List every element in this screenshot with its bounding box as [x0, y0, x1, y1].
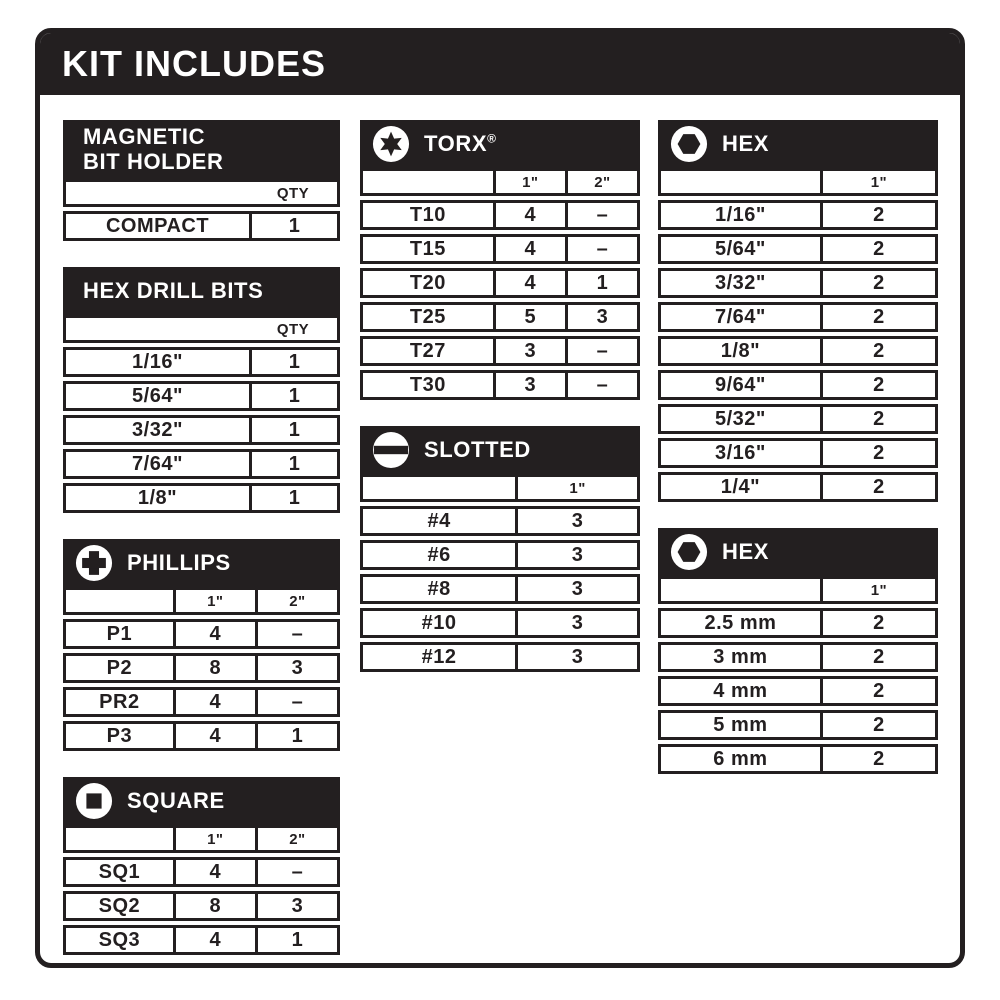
table-title: HEX — [722, 130, 770, 156]
hex-icon — [670, 125, 708, 163]
cell: 4 — [493, 203, 565, 227]
table-row — [360, 234, 640, 264]
table-row — [360, 540, 640, 570]
table-row — [658, 268, 938, 298]
cell: 3 — [515, 645, 637, 669]
phillips-header — [63, 539, 340, 587]
table-row — [658, 472, 938, 502]
table-row — [360, 336, 640, 366]
table-slotted — [360, 426, 640, 672]
column-header-row — [63, 587, 340, 615]
column-header: 1" — [173, 590, 255, 612]
row-label: #4 — [427, 509, 451, 532]
row-label: #6 — [427, 543, 451, 566]
column-header: 2" — [255, 590, 337, 612]
row-label: PR2 — [99, 690, 140, 713]
table-hex-sae — [658, 120, 938, 502]
column-header — [363, 171, 493, 193]
cell: 2 — [820, 441, 935, 465]
column-header: QTY — [276, 184, 310, 202]
cell: 5 — [493, 305, 565, 329]
table-row — [63, 857, 340, 887]
table-square — [63, 777, 340, 955]
registered-mark: ® — [487, 131, 497, 146]
table-row — [658, 710, 938, 740]
table-row — [63, 925, 340, 955]
hex-sae-header — [658, 120, 938, 168]
cell: 3 — [515, 509, 637, 533]
cell: 2 — [820, 713, 935, 737]
table-row — [658, 404, 938, 434]
cell: 2 — [820, 373, 935, 397]
cell: 3 — [515, 543, 637, 567]
column-header-row — [658, 576, 938, 604]
column-header — [363, 477, 515, 499]
cell: 4 — [493, 237, 565, 261]
column-header: 1" — [820, 579, 935, 601]
table-row — [63, 449, 340, 479]
table-hex-drill-bits — [63, 267, 340, 513]
row-label: 3/16" — [714, 441, 766, 464]
table-row — [63, 891, 340, 921]
table-row — [658, 744, 938, 774]
cell: 1 — [249, 384, 337, 408]
row-label: T30 — [409, 373, 446, 396]
cell: 4 — [173, 724, 255, 748]
table-row — [63, 721, 340, 751]
cell: 2 — [820, 339, 935, 363]
column-header-row — [360, 168, 640, 196]
cell: 3 — [515, 611, 637, 635]
table-row — [658, 370, 938, 400]
table-row — [658, 438, 938, 468]
slotted-header — [360, 426, 640, 474]
cell: 1 — [249, 486, 337, 510]
cell: 2 — [820, 679, 935, 703]
table-title: HEX DRILL BITS — [83, 277, 264, 303]
row-label: P3 — [106, 724, 133, 747]
cell: – — [565, 203, 637, 227]
cell: 2 — [820, 203, 935, 227]
table-row — [360, 268, 640, 298]
column-header-row — [63, 179, 340, 207]
cell: 4 — [173, 860, 255, 884]
table-row — [360, 200, 640, 230]
square-icon — [75, 782, 113, 820]
kit-includes-banner — [40, 33, 960, 95]
column-header — [661, 579, 820, 601]
table-row — [63, 211, 340, 241]
cell: 4 — [173, 928, 255, 952]
table-magnetic-bit-holder — [63, 120, 340, 241]
cell: 1 — [249, 214, 337, 238]
row-label: 7/64" — [714, 305, 766, 328]
table-row — [360, 574, 640, 604]
table-title: HEX — [722, 538, 770, 564]
table-row — [63, 347, 340, 377]
cell: 2 — [820, 475, 935, 499]
row-label: P2 — [106, 656, 133, 679]
row-label: T20 — [409, 271, 446, 294]
hex-metric-header — [658, 528, 938, 576]
row-label: #8 — [427, 577, 451, 600]
slotted-icon — [372, 431, 410, 469]
cell: 2 — [820, 747, 935, 771]
row-label: 3 mm — [713, 645, 768, 668]
cell: 4 — [493, 271, 565, 295]
row-label: T15 — [409, 237, 446, 260]
cell: 2 — [820, 237, 935, 261]
hex-drill-bits-header — [63, 267, 340, 315]
column-header-row — [360, 474, 640, 502]
table-row — [658, 336, 938, 366]
table-hex-metric — [658, 528, 938, 774]
column-middle — [360, 120, 640, 698]
table-row — [360, 302, 640, 332]
row-label: T10 — [409, 203, 446, 226]
row-label: 1/8" — [720, 339, 761, 362]
table-title: SQUARE — [127, 787, 225, 813]
cell: – — [565, 373, 637, 397]
cell: 3 — [565, 305, 637, 329]
phillips-icon — [75, 544, 113, 582]
table-row — [63, 653, 340, 683]
table-title: TORX® — [424, 130, 497, 156]
column-header-row — [63, 315, 340, 343]
column-header — [66, 318, 249, 340]
cell: 2 — [820, 407, 935, 431]
column-right — [658, 120, 938, 800]
square-header — [63, 777, 340, 825]
cell: 1 — [565, 271, 637, 295]
row-label: 2.5 mm — [704, 611, 777, 634]
cell: 2 — [820, 645, 935, 669]
cell: 3 — [255, 894, 337, 918]
cell: 8 — [173, 656, 255, 680]
column-left — [63, 120, 340, 968]
table-row — [360, 506, 640, 536]
column-header: 1" — [173, 828, 255, 850]
cell: 3 — [255, 656, 337, 680]
table-title: PHILLIPS — [127, 549, 231, 575]
table-row — [63, 381, 340, 411]
page-title: KIT INCLUDES — [62, 43, 326, 84]
row-label: 1/16" — [132, 350, 183, 373]
row-label: 3/32" — [132, 418, 183, 441]
row-label: 1/16" — [714, 203, 766, 226]
cell: – — [565, 339, 637, 363]
column-header — [661, 171, 820, 193]
row-label: 9/64" — [714, 373, 766, 396]
column-header: 1" — [493, 171, 565, 193]
column-header: QTY — [276, 320, 310, 338]
row-label: SQ2 — [98, 894, 141, 917]
cell: 1 — [255, 928, 337, 952]
cell: 4 — [173, 622, 255, 646]
column-header: 1" — [515, 477, 637, 499]
row-label: T25 — [409, 305, 446, 328]
cell: 3 — [493, 339, 565, 363]
table-title: SLOTTED — [424, 436, 531, 462]
row-label: 7/64" — [132, 452, 183, 475]
kit-includes-panel — [35, 28, 965, 968]
torx-icon — [372, 125, 410, 163]
cell: 2 — [820, 305, 935, 329]
row-label: #12 — [421, 645, 457, 668]
column-header-row — [658, 168, 938, 196]
torx-header — [360, 120, 640, 168]
cell: 1 — [255, 724, 337, 748]
cell: – — [255, 622, 337, 646]
table-title: MAGNETIC BIT HOLDER — [83, 124, 224, 174]
row-label: 5/64" — [714, 237, 766, 260]
table-row — [360, 370, 640, 400]
cell: 1 — [249, 418, 337, 442]
column-header: 2" — [565, 171, 637, 193]
table-torx — [360, 120, 640, 400]
row-label: 1/8" — [137, 486, 178, 509]
magnetic-bit-holder-header — [63, 120, 340, 179]
row-label: 5/32" — [714, 407, 766, 430]
cell: 8 — [173, 894, 255, 918]
table-row — [658, 676, 938, 706]
column-header — [66, 182, 249, 204]
row-label: 5/64" — [132, 384, 183, 407]
cell: – — [565, 237, 637, 261]
table-row — [658, 608, 938, 638]
table-row — [63, 415, 340, 445]
row-label: SQ3 — [98, 928, 141, 951]
row-label: 5 mm — [713, 713, 768, 736]
table-row — [658, 302, 938, 332]
row-label: COMPACT — [105, 214, 210, 237]
table-row — [658, 200, 938, 230]
cell: – — [255, 860, 337, 884]
cell: 3 — [493, 373, 565, 397]
column-header-row — [63, 825, 340, 853]
row-label: T27 — [409, 339, 446, 362]
table-row — [658, 234, 938, 264]
row-label: 1/4" — [720, 475, 761, 498]
table-row — [63, 483, 340, 513]
row-label: #10 — [421, 611, 457, 634]
hex-icon — [670, 533, 708, 571]
column-header — [66, 590, 173, 612]
row-label: SQ1 — [98, 860, 141, 883]
table-row — [360, 608, 640, 638]
table-row — [63, 687, 340, 717]
table-phillips — [63, 539, 340, 751]
column-header: 2" — [255, 828, 337, 850]
cell: 2 — [820, 611, 935, 635]
column-header: 1" — [820, 171, 935, 193]
row-label: 4 mm — [713, 679, 768, 702]
cell: 3 — [515, 577, 637, 601]
row-label: 3/32" — [714, 271, 766, 294]
row-label: 6 mm — [713, 747, 768, 770]
cell: 4 — [173, 690, 255, 714]
column-header — [66, 828, 173, 850]
cell: 2 — [820, 271, 935, 295]
table-row — [360, 642, 640, 672]
cell: – — [255, 690, 337, 714]
cell: 1 — [249, 350, 337, 374]
table-row — [658, 642, 938, 672]
table-row — [63, 619, 340, 649]
row-label: P1 — [106, 622, 133, 645]
cell: 1 — [249, 452, 337, 476]
